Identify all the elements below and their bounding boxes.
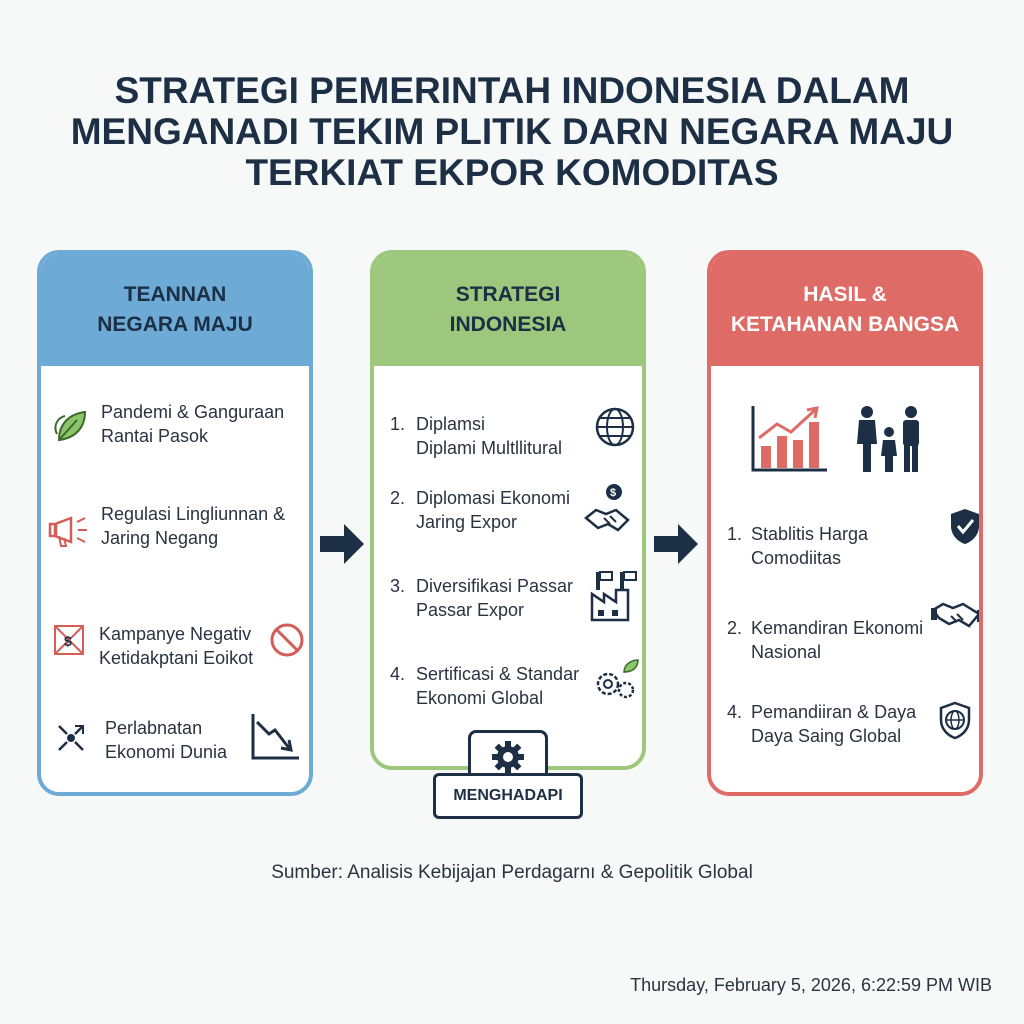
handshake-dollar-icon bbox=[580, 482, 640, 547]
item-line: Kemandiran Ekonomi bbox=[751, 618, 924, 638]
list-item bbox=[105, 716, 227, 764]
list-item bbox=[101, 400, 284, 448]
list-item bbox=[751, 616, 923, 664]
stop-sign-icon bbox=[269, 622, 305, 663]
item-line: Stablitis Harga bbox=[751, 524, 869, 544]
item-line: Jaring Expor bbox=[416, 512, 518, 532]
item-line: Comodiitas bbox=[751, 548, 842, 568]
decline-chart-icon bbox=[249, 710, 301, 767]
svg-text:$: $ bbox=[610, 487, 617, 499]
item-line: Ekonomi Dunia bbox=[105, 742, 228, 762]
panel-middle-heading-2: INDONESIA bbox=[449, 313, 567, 336]
panel-left-header bbox=[41, 254, 309, 366]
title-line-3: TERKIAT EKPOR KOMODITAS bbox=[245, 152, 779, 193]
item-number: 1. bbox=[727, 524, 743, 544]
globe-icon bbox=[594, 406, 636, 453]
source-caption: Sumber: Analisis Kebijajan Perdagarnı & Gepolitik Global bbox=[271, 862, 753, 883]
list-item bbox=[99, 622, 253, 670]
item-line: Diplamsi bbox=[416, 414, 486, 434]
leaf-icon bbox=[51, 406, 91, 451]
family-icon bbox=[853, 404, 925, 479]
panel-right-heading-1: HASIL & bbox=[803, 283, 887, 306]
list-item bbox=[751, 522, 868, 570]
item-number: 2. bbox=[390, 488, 406, 508]
item-line: Sertificasi & Standar bbox=[416, 664, 580, 684]
title-line-1: STRATEGI PEMERINTAH INDONESIA DALAM bbox=[114, 70, 910, 111]
item-line: Diplomasi Ekonomi bbox=[416, 488, 571, 508]
item-line: Rantai Pasok bbox=[101, 426, 209, 446]
panel-left-heading-2: NEGARA MAJU bbox=[97, 313, 253, 336]
item-number: 3. bbox=[390, 576, 406, 596]
prohibited-icon bbox=[49, 620, 89, 665]
gear-icon bbox=[471, 733, 545, 777]
panel-left-heading-1: TEANNAN bbox=[123, 283, 227, 306]
handshake-icon bbox=[931, 596, 983, 641]
item-line: Pemandiiran & Daya bbox=[751, 702, 917, 722]
item-line: Pandemi & Ganguraan bbox=[101, 402, 285, 422]
item-line: Perlabnatan bbox=[105, 718, 203, 738]
gear-tab bbox=[468, 730, 548, 776]
list-item bbox=[416, 486, 570, 534]
badge-menghadapi: MENGHADAPI bbox=[433, 773, 583, 819]
item-line: Diplami Multllitural bbox=[416, 438, 563, 458]
page-title bbox=[0, 70, 1024, 193]
item-line: Diversifikasi Passar bbox=[416, 576, 574, 596]
item-line: Nasional bbox=[751, 642, 822, 662]
timestamp: Thursday, February 5, 2026, 6:22:59 PM WIB bbox=[630, 975, 992, 995]
item-line: Jaring Negang bbox=[101, 528, 219, 548]
flow-arrow-icon bbox=[318, 520, 366, 573]
shield-globe-icon bbox=[937, 700, 973, 745]
panel-indonesia-strategy bbox=[370, 250, 646, 770]
item-line: Kampanye Negativ bbox=[99, 624, 252, 644]
list-item bbox=[416, 574, 573, 622]
panel-right-heading-2: KETAHANAN BANGSA bbox=[730, 313, 960, 336]
list-item bbox=[101, 502, 285, 550]
panel-middle-header bbox=[374, 254, 642, 366]
item-number: 2. bbox=[727, 618, 743, 638]
panel-results-resilience bbox=[707, 250, 983, 796]
panel-developed-countries bbox=[37, 250, 313, 796]
item-line: Ketidakptani Eoikot bbox=[99, 648, 254, 668]
flow-arrow-icon bbox=[652, 520, 700, 573]
title-line-2: MENGANADI TEKIM PLITIK DARN NEGARA MAJU bbox=[70, 111, 954, 152]
item-line: Daya Saing Global bbox=[751, 726, 902, 746]
factory-icon bbox=[588, 568, 638, 627]
item-line: Regulasi Lingliunnan & bbox=[101, 504, 286, 524]
panel-middle-heading-1: STRATEGI bbox=[455, 283, 561, 306]
scatter-arrows-icon bbox=[53, 720, 89, 761]
svg-text:$: $ bbox=[64, 633, 72, 649]
item-line: Ekonomi Global bbox=[416, 688, 544, 708]
shield-check-icon bbox=[947, 506, 983, 551]
growth-chart-icon bbox=[749, 402, 829, 479]
list-item bbox=[751, 700, 916, 748]
list-item bbox=[416, 662, 579, 710]
item-number: 4. bbox=[390, 664, 406, 684]
item-number: 4. bbox=[727, 702, 743, 722]
list-item bbox=[416, 412, 562, 460]
panel-right-header bbox=[711, 254, 979, 366]
megaphone-icon bbox=[47, 510, 97, 555]
item-line: Passar Expor bbox=[416, 600, 525, 620]
gears-icon bbox=[592, 658, 642, 707]
item-number: 1. bbox=[390, 414, 406, 434]
